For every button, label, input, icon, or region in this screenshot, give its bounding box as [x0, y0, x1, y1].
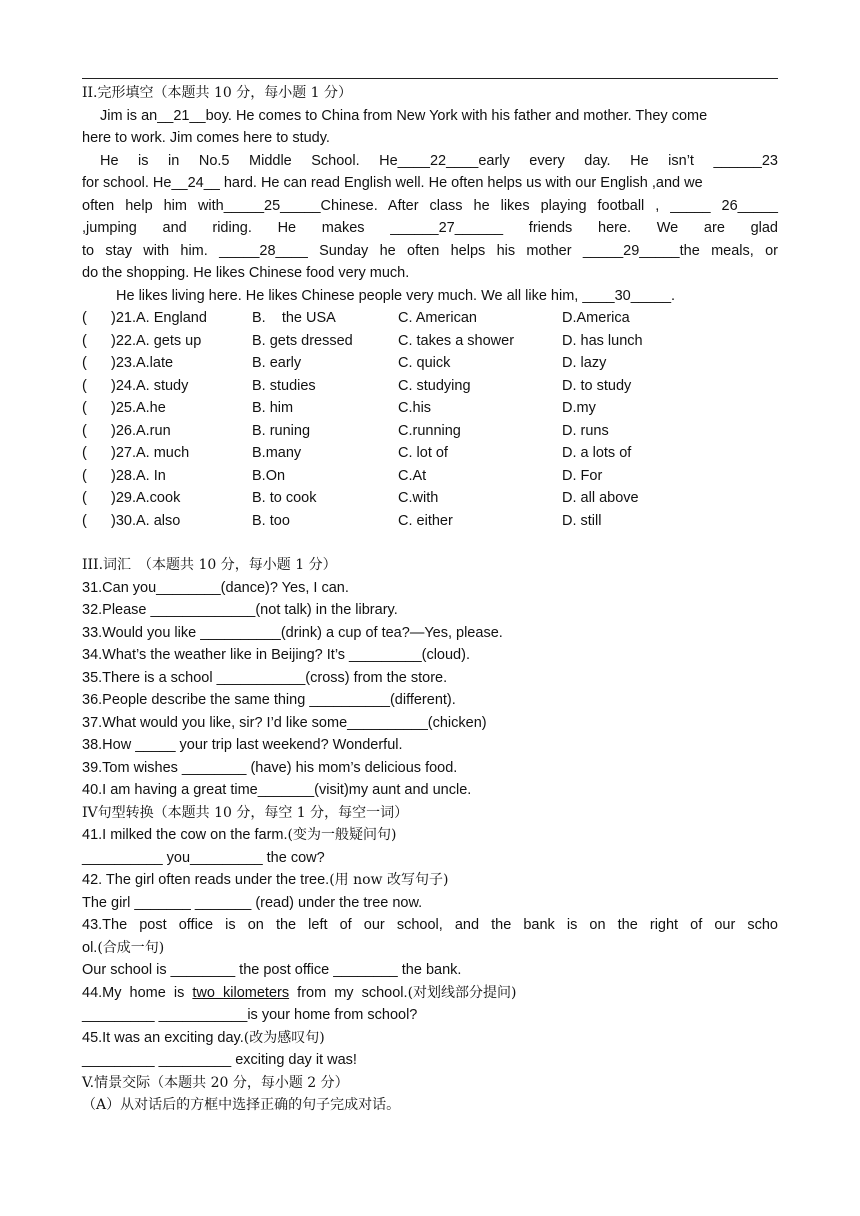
option-row [82, 307, 778, 330]
option-row [82, 510, 778, 533]
option-b: B. to cook [252, 490, 317, 506]
vocab-item: 37.What would you like, sir? I’d like some__________(chicken) [82, 714, 487, 731]
option-b: B. runing [252, 422, 311, 439]
option-c: C. studying [398, 377, 471, 394]
section-heading-cloze: II.完形填空（本题共 10 分，每小题 1 分） [82, 85, 353, 101]
option-b: B. gets dressed [252, 332, 353, 349]
question-instruction: (合成一句) [97, 939, 165, 956]
question-text: 42. The girl often reads under the tree. [82, 872, 330, 888]
question-number-option-a: ( )26.A.run [82, 422, 171, 439]
question-number-option-a: ( )23.A.late [82, 355, 174, 371]
section-heading-dialogue: V.情景交际（本题共 20 分，每小题 2 分） [82, 1074, 349, 1091]
option-d: D. a lots of [562, 445, 632, 461]
option-row [82, 442, 778, 465]
question-instruction: (用 now 改写句子) [329, 872, 449, 888]
question-number-option-a: ( )22.A. gets up [82, 332, 202, 349]
question-44 [82, 982, 778, 1005]
option-d: D. all above [562, 490, 639, 506]
option-c: C.At [398, 467, 427, 484]
option-d: D. lazy [562, 355, 607, 371]
passage-line: to stay with him. _____28____ Sunday he often helps his mother _____29_____the meals, or [82, 242, 778, 259]
option-d: D.my [562, 400, 596, 416]
option-c: C.his [398, 400, 432, 416]
option-d: D.America [562, 310, 630, 326]
passage-line: He likes living here. He likes Chinese people very much. We all like him, ____30_____. [116, 287, 676, 304]
option-row [82, 420, 778, 443]
passage-line: often help him with_____25_____Chinese. After class he likes playing football , _____ 26_____ [82, 197, 778, 214]
question-43: 43.The post office is on the left of our school, and the bank is on the right of our scho [82, 917, 778, 933]
question-43-continued [82, 937, 778, 960]
underlined-phrase: two kilometers [192, 984, 290, 1001]
option-b: B. too [252, 512, 290, 529]
question-number-option-a: ( )28.A. In [82, 467, 166, 484]
question-42 [82, 869, 778, 892]
question-text: 44.My home is [82, 984, 193, 1001]
answer-line: The girl _______ _______ (read) under the tree now. [82, 894, 423, 911]
vocab-item: 36.People describe the same thing __________(different). [82, 692, 456, 708]
answer-line: _________ ___________is your home from school? [82, 1007, 418, 1023]
question-instruction: (对划线部分提问) [407, 984, 517, 1001]
question-instruction: (变为一般疑问句) [287, 827, 397, 843]
question-41 [82, 824, 778, 847]
option-d: D. to study [562, 377, 632, 394]
vocab-item: 38.How _____ your trip last weekend? Wonderful. [82, 737, 403, 753]
option-row [82, 465, 778, 488]
option-d: D. For [562, 467, 603, 484]
option-c: C. lot of [398, 445, 448, 461]
question-number-option-a: ( )30.A. also [82, 512, 181, 529]
question-number-option-a: ( )24.A. study [82, 377, 189, 394]
section-heading-transformation: IV句型转换（本题共 10 分，每空 1 分，每空一词） [82, 804, 409, 821]
question-text: from my school. [289, 984, 408, 1001]
question-instruction: (改为感叹句) [243, 1029, 325, 1046]
option-row [82, 397, 778, 420]
passage-line: He is in No.5 Middle School. He____22____early every day. He isn’t ______23 [100, 152, 778, 169]
answer-line: _________ _________ exciting day it was! [82, 1052, 357, 1068]
option-b: B. studies [252, 377, 316, 394]
question-45 [82, 1027, 778, 1050]
question-number-option-a: ( )21.A. England [82, 310, 207, 326]
worksheet-page [82, 78, 778, 1117]
vocab-item: 33.Would you like __________(drink) a cup of tea?—Yes, please. [82, 624, 503, 641]
option-b: B. early [252, 355, 302, 371]
question-text: ol. [82, 939, 98, 956]
passage-line: do the shopping. He likes Chinese food very much. [82, 265, 410, 281]
option-b: B.On [252, 467, 286, 484]
vocab-item: 32.Please _____________(not talk) in the library. [82, 602, 398, 618]
vocab-item: 34.What’s the weather like in Beijing? It’s _________(cloud). [82, 647, 470, 663]
option-b: B.many [252, 445, 302, 461]
section-heading-vocabulary: III.词汇 （本题共 10 分，每小题 1 分） [82, 557, 337, 573]
option-d: D. has lunch [562, 332, 643, 349]
cloze-options [82, 307, 778, 532]
passage-line: for school. He__24__ hard. He can read English well. He often helps us with our English ,and we [82, 175, 703, 191]
answer-line: __________ you_________ the cow? [82, 849, 325, 866]
section-instruction: （A）从对话后的方框中选择正确的句子完成对话。 [82, 1097, 401, 1113]
option-c: C. American [398, 310, 477, 326]
passage-line: Jim is an__21__boy. He comes to China from New York with his father and mother. They come [100, 107, 708, 124]
option-b: B. him [252, 400, 294, 416]
option-c: C.running [398, 422, 461, 439]
option-row [82, 330, 778, 353]
option-row [82, 375, 778, 398]
option-d: D. runs [562, 422, 609, 439]
passage-line: here to work. Jim comes here to study. [82, 130, 330, 146]
vocab-item: 31.Can you________(dance)? Yes, I can. [82, 579, 349, 596]
question-number-option-a: ( )25.A.he [82, 400, 166, 416]
question-number-option-a: ( )29.A.cook [82, 490, 181, 506]
vocab-item: 35.There is a school ___________(cross) from the store. [82, 669, 448, 686]
option-row [82, 487, 778, 510]
answer-line: Our school is ________ the post office ________ the bank. [82, 962, 462, 978]
option-c: C. either [398, 512, 453, 529]
option-c: C. quick [398, 355, 451, 371]
option-b: B. the USA [252, 310, 336, 326]
vocab-item: 39.Tom wishes ________ (have) his mom’s delicious food. [82, 759, 458, 776]
option-row [82, 352, 778, 375]
option-c: C.with [398, 490, 439, 506]
question-text: 41.I milked the cow on the farm. [82, 827, 288, 843]
question-number-option-a: ( )27.A. much [82, 445, 190, 461]
option-c: C. takes a shower [398, 332, 515, 349]
option-d: D. still [562, 512, 602, 529]
question-text: 45.It was an exciting day. [82, 1029, 244, 1046]
vocab-item: 40.I am having a great time_______(visit)my aunt and uncle. [82, 782, 472, 798]
passage-line: ,jumping and riding. He makes ______27______ friends here. We are glad [82, 220, 778, 236]
